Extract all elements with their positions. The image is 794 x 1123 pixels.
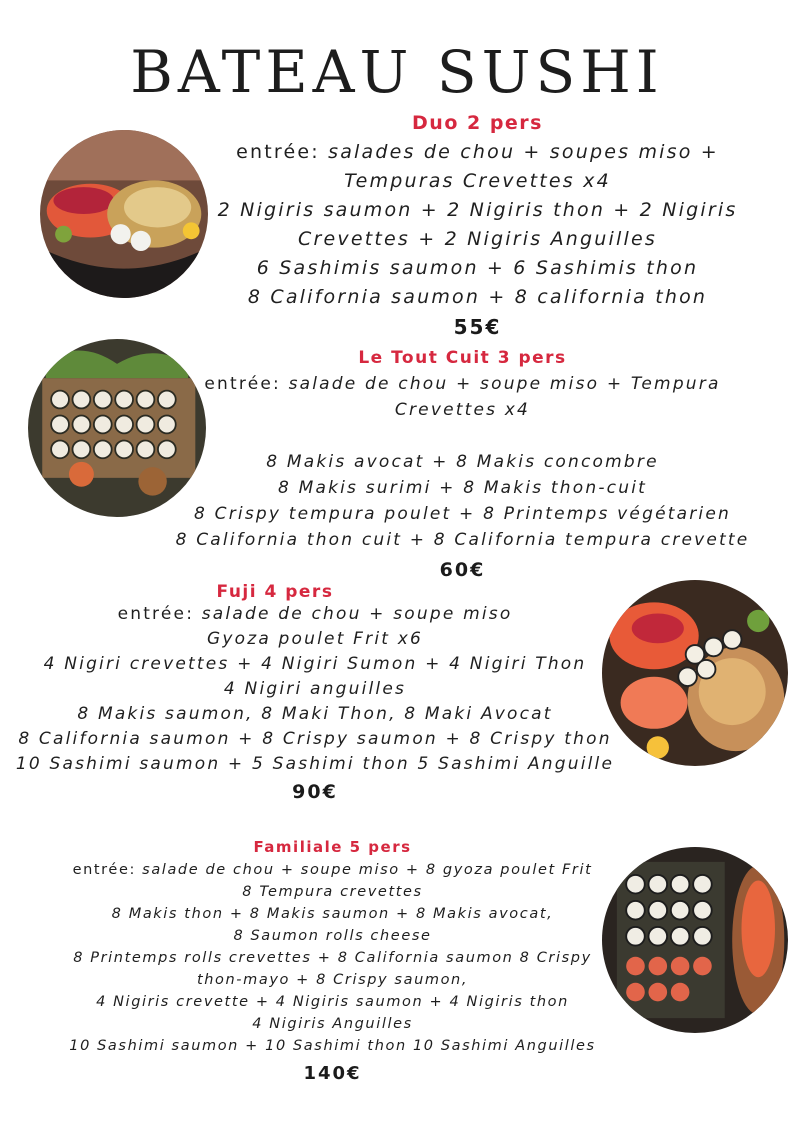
menu-line: 4 Nigiri anguilles [223, 679, 407, 699]
menu-price: 55€ [453, 315, 502, 339]
menu-line: thon-mayo + 8 Crispy saumon, [196, 972, 469, 988]
sushi-platter-photo-tout-cuit [28, 339, 206, 517]
menu-line: 4 Nigiris crevette + 4 Nigiris saumon + 4 Nigiris thon [96, 994, 569, 1010]
menu-name: Familiale 5 pers [253, 838, 412, 856]
menu-line: Crevettes x4 [394, 400, 531, 420]
menu-name: Duo 2 pers [412, 112, 543, 134]
menu-price: 90€ [292, 781, 338, 803]
entree-line [40, 859, 625, 881]
entree-line [10, 602, 620, 627]
entree-text: salade de chou + soupe miso + Tempura [288, 374, 721, 394]
entree-label: entrée: [72, 862, 136, 878]
entree-label: entrée: [117, 604, 195, 624]
menu-line: 10 Sashimi saumon + 5 Sashimi thon 5 Sashimi Anguille [15, 754, 615, 774]
menu-line: 8 California thon cuit + 8 California tempura crevette [175, 530, 750, 550]
menu-line: 4 Nigiri crevettes + 4 Nigiri Sumon + 4 Nigiri Thon [43, 654, 587, 674]
entree-label: entrée: [204, 374, 281, 394]
menu-tout-cuit [170, 348, 755, 581]
entree-line [170, 371, 755, 397]
menu-line: Crevettes + 2 Nigiris Anguilles [298, 228, 657, 250]
sushi-platter-photo-familiale [602, 847, 788, 1033]
menu-name: Fuji 4 pers [216, 582, 334, 602]
menu-name: Le Tout Cuit 3 pers [358, 348, 567, 368]
menu-line: 8 Makis saumon, 8 Maki Thon, 8 Maki Avocat [77, 704, 553, 724]
menu-familiale [40, 838, 625, 1084]
menu-line: 8 Crispy tempura poulet + 8 Printemps végétarien [194, 504, 731, 524]
menu-line: 10 Sashimi saumon + 10 Sashimi thon 10 Sashimi Anguilles [69, 1038, 596, 1054]
menu-line: 8 Makis surimi + 8 Makis thon-cuit [277, 478, 647, 498]
menu-line: 8 Saumon rolls cheese [233, 928, 432, 944]
spacer [170, 423, 755, 449]
entree-text: salade de chou + soupe miso + 8 gyoza poulet Frit [142, 862, 593, 878]
menu-line: 8 Makis thon + 8 Makis saumon + 8 Makis avocat, [111, 906, 554, 922]
menu-line: 8 California saumon + 8 california thon [247, 286, 708, 308]
sushi-platter-photo-fuji [602, 580, 788, 766]
menu-line: 6 Sashimis saumon + 6 Sashimis thon [256, 257, 699, 279]
menu-fuji [10, 582, 620, 803]
entree-label: entrée: [236, 141, 320, 163]
menu-line: 8 Makis avocat + 8 Makis concombre [266, 452, 659, 472]
menu-line: Gyoza poulet Frit x6 [206, 629, 424, 649]
page-title: BATEAU SUSHI [130, 38, 664, 106]
sushi-platter-photo-duo [40, 130, 208, 298]
menu-duo [200, 112, 755, 339]
menu-price: 60€ [439, 559, 486, 581]
menu-line: 4 Nigiris Anguilles [252, 1016, 413, 1032]
menu-price: 140€ [303, 1063, 362, 1084]
entree-line [200, 138, 755, 167]
menu-line: 2 Nigiris saumon + 2 Nigiris thon + 2 Nigiris [217, 199, 738, 221]
menu-line: 8 Tempura crevettes [242, 884, 423, 900]
menu-line: Tempuras Crevettes x4 [344, 170, 611, 192]
menu-line: 8 California saumon + 8 Crispy saumon + 8 Crispy thon [18, 729, 612, 749]
menu-line: 8 Printemps rolls crevettes + 8 California saumon 8 Crispy [73, 950, 592, 966]
entree-text: salade de chou + soupe miso [201, 604, 513, 624]
entree-text: salades de chou + soupes miso + [328, 141, 719, 163]
